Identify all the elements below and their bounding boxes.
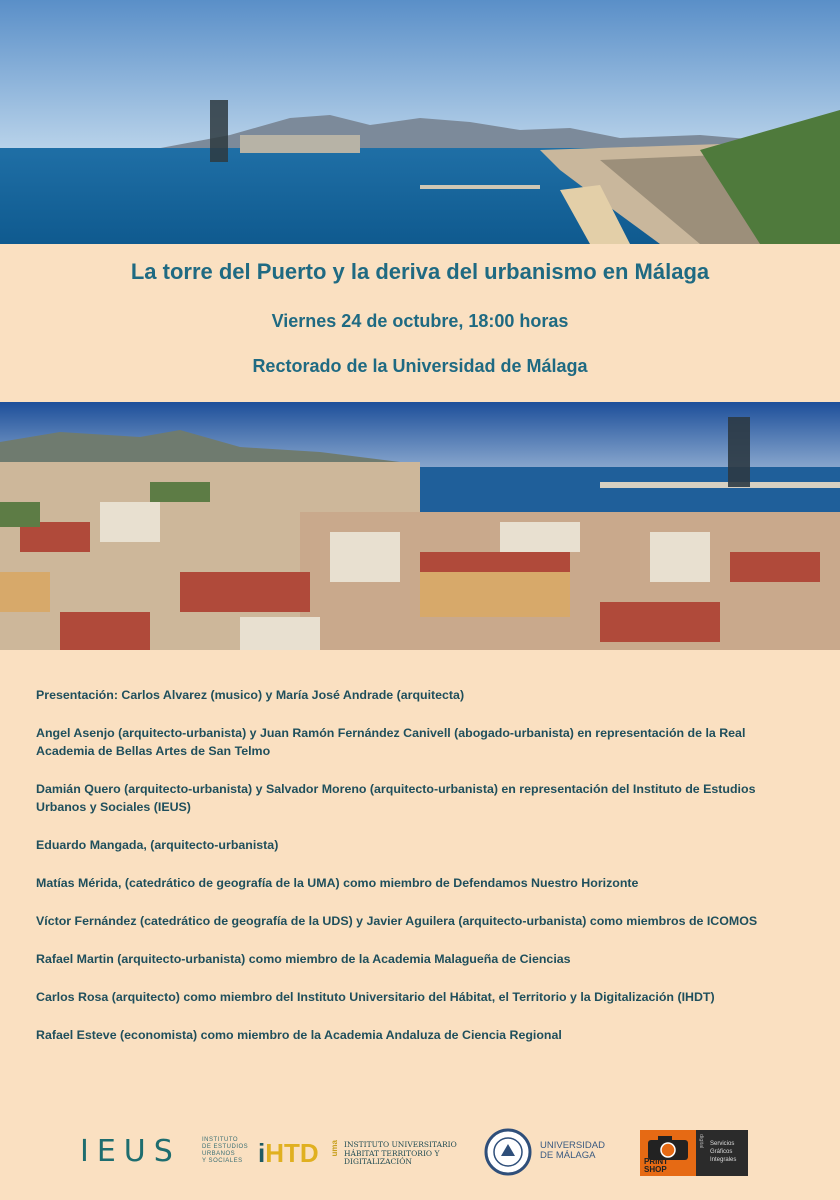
uma-text-line: DE MÁLAGA <box>540 1150 596 1161</box>
uma-seal-icon <box>484 1128 532 1176</box>
printshop-info-box <box>696 1130 748 1176</box>
uma-logo <box>484 1128 605 1181</box>
ieus-sub-line: DE ESTUDIOS <box>202 1144 249 1150</box>
speaker-entry: Rafael Martin (arquitecto-urbanista) como miembro de la Academia Malagueña de Ciencias <box>36 952 571 966</box>
speaker-entry: Carlos Rosa (arquitecto) como miembro del Instituto Universitario del Hábitat, el Territorio y la Digitalización (IHDT) <box>36 990 715 1004</box>
speaker-list <box>36 686 806 1064</box>
uma-text-line: UNIVERSIDAD <box>540 1140 605 1151</box>
event-date: Viernes 24 de octubre, 18:00 horas <box>271 311 569 331</box>
event-venue: Rectorado de la Universidad de Málaga <box>252 356 588 376</box>
ihtd-logo <box>258 1138 457 1169</box>
printshop-side-text: digital <box>698 1134 704 1149</box>
port-panorama-photo <box>0 0 840 244</box>
ieus-sub-line: INSTITUTO <box>202 1137 239 1143</box>
ihtd-text-line: DIGITALIZACIÓN <box>344 1157 412 1166</box>
speaker-entry: Eduardo Mangada, (arquitecto-urbanista) <box>36 838 279 852</box>
ieus-mark: IEUS <box>80 1134 181 1169</box>
printshop-logo <box>640 1130 748 1176</box>
ihtd-uma-tag: uma <box>330 1140 339 1157</box>
ieus-logo <box>80 1134 249 1169</box>
ihtd-mark: HTD <box>265 1138 319 1168</box>
speaker-entry: Víctor Fernández (catedrático de geografía de la UDS) y Javier Aguilera (arquitecto-urbanista) como miembros de ICOMOS <box>36 914 758 928</box>
city-aerial-photo <box>0 402 840 650</box>
printshop-text-line: Servicios <box>710 1141 735 1147</box>
ieus-sub-line: URBANOS <box>202 1151 236 1157</box>
printshop-mark-line: PRINT <box>644 1157 668 1166</box>
speaker-entry: Presentación: Carlos Alvarez (musico) y María José Andrade (arquitecta) <box>36 688 465 702</box>
speaker-entry: Angel Asenjo (arquitecto-urbanista) y Juan Ramón Fernández Canivell (abogado-urbanista) en representación de la Real Academia de Bellas Artes de San Telmo <box>36 726 746 758</box>
speaker-entry: Rafael Esteve (economista) como miembro de la Academia Andaluza de Ciencia Regional <box>36 1028 562 1042</box>
ieus-sub-line: Y SOCIALES <box>202 1158 243 1164</box>
ihtd-text-line: HÁBITAT TERRITORIO Y <box>344 1148 440 1158</box>
printshop-text-line: Gráficos <box>710 1149 733 1155</box>
sponsor-logos <box>0 1120 840 1190</box>
printshop-mark-line: SHOP <box>644 1165 667 1174</box>
speaker-entry: Damián Quero (arquitecto-urbanista) y Salvador Moreno (arquitecto-urbanista) en representación del Instituto de Estudios Urbanos y Sociales (IEUS) <box>36 782 756 814</box>
event-title: La torre del Puerto y la deriva del urbanismo en Málaga <box>130 259 710 284</box>
city-aerial-illustration <box>0 402 840 650</box>
speaker-entry: Matías Mérida, (catedrático de geografía de la UMA) como miembro de Defendamos Nuestro Horizonte <box>36 876 639 890</box>
printshop-text-line: Integrales <box>710 1157 737 1163</box>
printshop-camera-badge <box>640 1130 696 1176</box>
ihtd-mark-i: i <box>258 1138 266 1168</box>
port-panorama-illustration <box>0 0 840 244</box>
ihtd-text-line: INSTITUTO UNIVERSITARIO <box>344 1140 457 1149</box>
